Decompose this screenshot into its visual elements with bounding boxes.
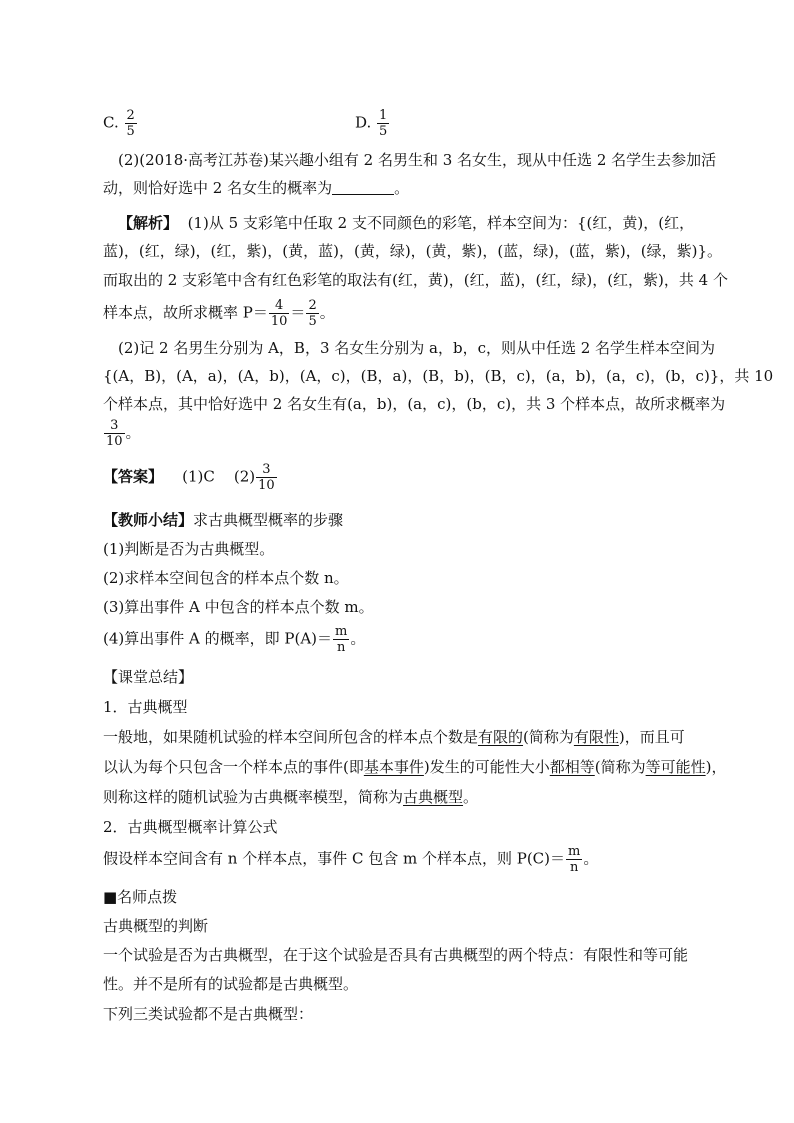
class-summary-h1: 1．古典概型 [103, 698, 188, 716]
analysis-p1-line3: 而取出的 2 支彩笔中含有红色彩笔的取法有(红，黄)，(红，蓝)，(红，绿)，(红，紫)，共 4 个 [103, 271, 728, 289]
option-d-fraction: $\frac{1}{5}$ [379, 108, 388, 139]
summary-step-3: (3)算出事件 A 中包含的样本点个数 m。 [103, 598, 374, 616]
q2-line1: (2)(2018·高考江苏卷)某兴趣小组有 2 名男生和 3 名女生，现从中任选 2 名学生去参加活 [118, 151, 717, 169]
fraction-3-10: $\frac{3}{10}$ [106, 418, 123, 449]
analysis-p1-line1: 【解析】 (1)从 5 支彩笔中任取 2 支不同颜色的彩笔，样本空间为：{(红，黄)，(红， [118, 214, 695, 232]
fraction-4-10: $\frac{4}{10}$ [270, 298, 288, 329]
analysis-p2-line2: {(A，B)，(A，a)，(A，b)，(A，c)，(B，a)，(B，b)，(B，c)，(a，b)，(a，c)，(b，c)}，共 10 [103, 367, 774, 385]
class-summary-p2: 假设样本空间含有 n 个样本点，事件 C 包含 m 个样本点，则 P(C)＝ $\frac{m}{n}$ 。 [103, 844, 599, 875]
tips-title: 古典概型的判断 [103, 917, 209, 935]
tips-heading: ■名师点拨 [103, 888, 178, 906]
option-d: D. $\frac{1}{5}$ [355, 108, 388, 139]
analysis-p1-line2: 蓝)，(红，绿)，(红，紫)，(黄，蓝)，(黄，绿)，(黄，紫)，(蓝，绿)，(蓝，紫)，(绿，紫)}。 [103, 242, 723, 260]
answer-line: 【答案】 (1)C (2) $\frac{3}{10}$ [103, 462, 275, 493]
q2-line2: 动，则恰好选中 2 名女生的概率为 。 [103, 179, 410, 197]
teacher-summary-heading: 【教师小结】求古典概型概率的步骤 [103, 511, 344, 529]
tips-line2: 性。并不是所有的试验都是古典概型。 [103, 975, 359, 993]
analysis-p2-line4: $\frac{3}{10}$ 。 [106, 418, 141, 449]
analysis-p2-line3: 个样本点，其中恰好选中 2 名女生有(a，b)，(a，c)，(b，c)，共 3 个样本点，故所求概率为 [103, 395, 726, 413]
answer-blank [332, 180, 394, 195]
tips-line1: 一个试验是否为古典概型，在于这个试验是否具有古典概型的两个特点：有限性和等可能 [103, 946, 689, 964]
class-summary-heading: 【课堂总结】 [103, 668, 194, 686]
summary-step-4: (4)算出事件 A 的概率，即 P(A)＝ $\frac{m}{n}$ 。 [103, 624, 366, 655]
tips-line3: 下列三类试验都不是古典概型： [103, 1005, 314, 1023]
summary-step-1: (1)判断是否为古典概型。 [103, 540, 275, 558]
summary-step-2: (2)求样本空间包含的样本点个数 n。 [103, 569, 349, 587]
fraction-m-n-2: $\frac{m}{n}$ [568, 844, 581, 875]
option-c: C. $\frac{2}{5}$ [103, 108, 135, 139]
option-c-fraction: $\frac{2}{5}$ [126, 108, 135, 139]
analysis-p1-line4: 样本点，故所求概率 P＝ $\frac{4}{10}$ ＝ $\frac{2}{5}$ 。 [103, 298, 335, 329]
fraction-m-n: $\frac{m}{n}$ [335, 624, 348, 655]
fraction-2-5: $\frac{2}{5}$ [308, 298, 317, 329]
answer-fraction: $\frac{3}{10}$ [258, 462, 275, 493]
class-summary-h2: 2．古典概型概率计算公式 [103, 818, 278, 836]
class-summary-p1-line2: 以认为每个只包含一个样本点的事件(即基本事件)发生的可能性大小都相等(简称为等可能性)， [103, 758, 727, 776]
class-summary-p1-line1: 一般地，如果随机试验的样本空间所包含的样本点个数是有限的(简称为有限性)，而且可 [103, 728, 685, 746]
analysis-p2-line1: (2)记 2 名男生分别为 A，B，3 名女生分别为 a，b，c，则从中任选 2 名学生样本空间为 [118, 339, 716, 357]
class-summary-p1-line3: 则称这样的随机试验为古典概率模型，简称为古典概型。 [103, 788, 479, 806]
